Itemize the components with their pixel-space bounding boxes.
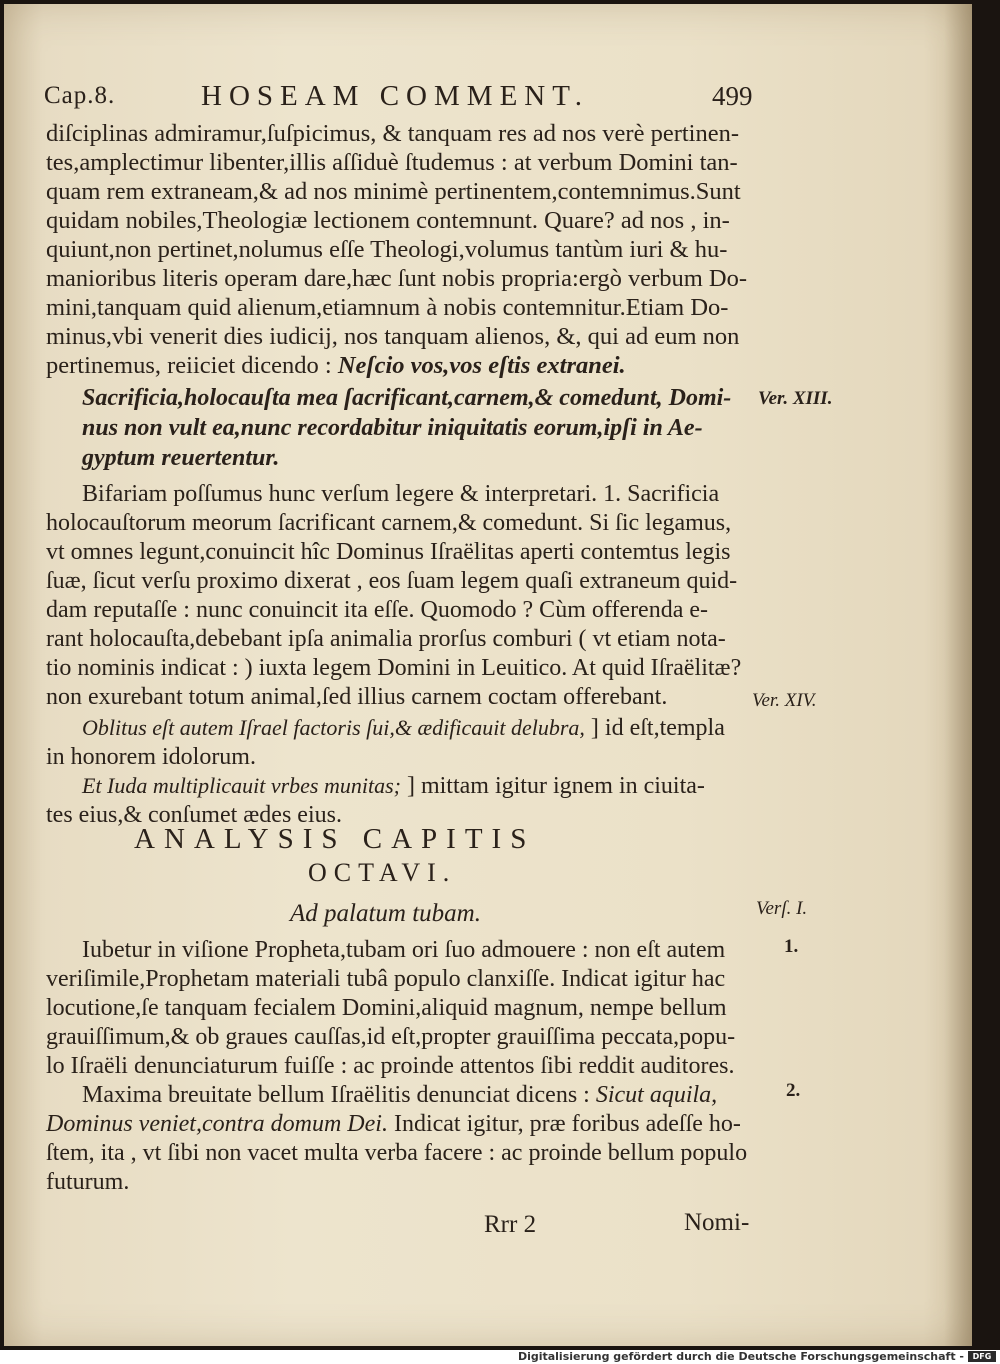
verse-line: gyptum reuertentur. [82,445,280,471]
text-line [46,354,626,379]
text-line: quiunt,non pertinet,nolumus eſſe Theologi,volumus tantùm iuri & hu- [46,236,728,263]
page-edge-shadow [944,4,972,1346]
text-line [82,1083,717,1107]
margin-note-verse-1: Verſ. I. [756,898,808,919]
text-line: minus,vbi venerit dies iudicij, nos tanquam alienos, &, qui ad eum non [46,323,740,350]
verse-line: nus non vult ea,nunc recordabitur iniquitatis eorum,ipſi in Ae- [82,415,703,441]
catchword: Nomi- [684,1209,750,1236]
text-line: veriſimile,Prophetam materiali tubâ populo clanxiſſe. Indicat igitur hac [46,966,726,992]
verse-quote: Sicut aquila, [595,1082,718,1108]
text-line: locutione,ſe tanquam fecialem Domini,aliquid magnum, nempe bellum [46,995,727,1021]
text-line: mini,tanquam quid alienum,etiamnum à nobis contemnitur.Etiam Do- [46,294,729,321]
text-line [82,716,725,740]
text-span: ] mittam igitur ignem in ciuita- [406,773,705,799]
text-line: tes,amplectimur libenter,illis aſſiduè ſtudemus : at verbum Domini tan- [46,149,738,176]
running-title: HOSEAM COMMENT. [201,80,590,112]
text-line: diſciplinas admiramur,ſuſpicimus, & tanquam res ad nos verè pertinen- [46,120,739,147]
verse-line: Sacrificia,holocauſta mea ſacrificant,carnem,& comedunt, Domi- [82,385,732,411]
margin-number-1: 1. [784,936,799,957]
text-line: grauiſſimum,& ob graues cauſſas,id eſt,propter grauiſſima peccata,popu- [46,1024,736,1050]
text-span: Maxima breuitate bellum Iſraëlitis denunciat dicens : [82,1082,590,1108]
margin-note-verse-13: Ver. XIII. [758,388,833,409]
chapter-label: Cap.8. [44,82,116,109]
quote-inline: Neſcio vos,vos eſtis extranei. [337,352,626,379]
text-line: ſuæ, ſicut verſu proximo dixerat , eos ſuam legem quaſi extraneum quid- [46,568,738,594]
text-line: dam reputaſſe : nunc conuincit ita eſſe. Quomodo ? Cùm offerenda e- [46,597,709,623]
running-header [44,82,764,122]
text-line [46,1112,741,1136]
section-lemma: Ad palatum tubam. [290,900,481,927]
margin-number-2: 2. [786,1080,801,1101]
funding-note: Digitalisierung gefördert durch die Deutsche Forschungsgemeinschaft - [517,1350,964,1363]
text-line: manioribus literis operam dare,hæc ſunt nobis propria:ergò verbum Do- [46,265,748,292]
text-span: Indicat igitur, præ foribus adeſſe ho- [393,1111,741,1137]
text-line: Bifariam poſſumus hunc verſum legere & interpretari. 1. Sacrificia [82,481,720,507]
margin-note-verse-14: Ver. XIV. [752,690,817,711]
text-line: Iubetur in viſione Propheta,tubam ori ſuo admouere : non eſt autem [82,937,726,963]
footer-bar [0,1350,1000,1364]
text-line: ſtem, ita , vt ſibi non vacet multa verba facere : ac proinde bellum populo [46,1140,748,1166]
dfg-logo: DFG [968,1351,996,1362]
text-line: tio nominis indicat : ) iuxta legem Domini in Leuitico. At quid Iſraëlitæ? [46,655,742,681]
text-line: non exurebant totum animal,ſed illius carnem coctam offerebant. [46,684,668,710]
text-line: vt omnes legunt,conuincit hîc Dominus Iſraëlitas aperti contemtus legis [46,539,731,565]
text-span: ] id eſt,templa [590,715,725,741]
text-line: rant holocauſta,debebant ipſa animalia prorſus comburi ( vt etiam nota- [46,626,726,652]
text-line: quidam nobiles,Theologiæ lectionem contemnunt. Quare? ad nos , in- [46,207,730,234]
text-span: pertinemus, reiiciet dicendo : [46,352,332,379]
text-line: futurum. [46,1169,130,1195]
text-line: holocauſtorum meorum ſacrificant carnem,& comedunt. Si ſic legamus, [46,510,732,536]
text-line: quam rem extraneam,& ad nos minimè pertinentem,contemnimus.Sunt [46,178,741,205]
text-line: lo Iſraëli denunciaturum fuiſſe : ac proinde attentos ſibi reddit auditores. [46,1053,735,1079]
text-line: in honorem idolorum. [46,744,256,770]
page-number: 499 [712,81,753,111]
section-title: ANALYSIS CAPITIS [134,823,536,855]
verse-quote: Dominus veniet,contra domum Dei. [46,1111,388,1137]
text-line [82,774,705,798]
verse-quote: Et Iuda multiplicauit vrbes munitas; [82,773,401,798]
verse-quote: Oblitus eſt autem Iſrael factoris ſui,& ædificauit delubra, [82,715,585,740]
section-subtitle: OCTAVI. [308,858,457,887]
text-line: tes eius,& conſumet ædes eius. [46,802,342,828]
signature-mark: Rrr 2 [484,1211,537,1238]
